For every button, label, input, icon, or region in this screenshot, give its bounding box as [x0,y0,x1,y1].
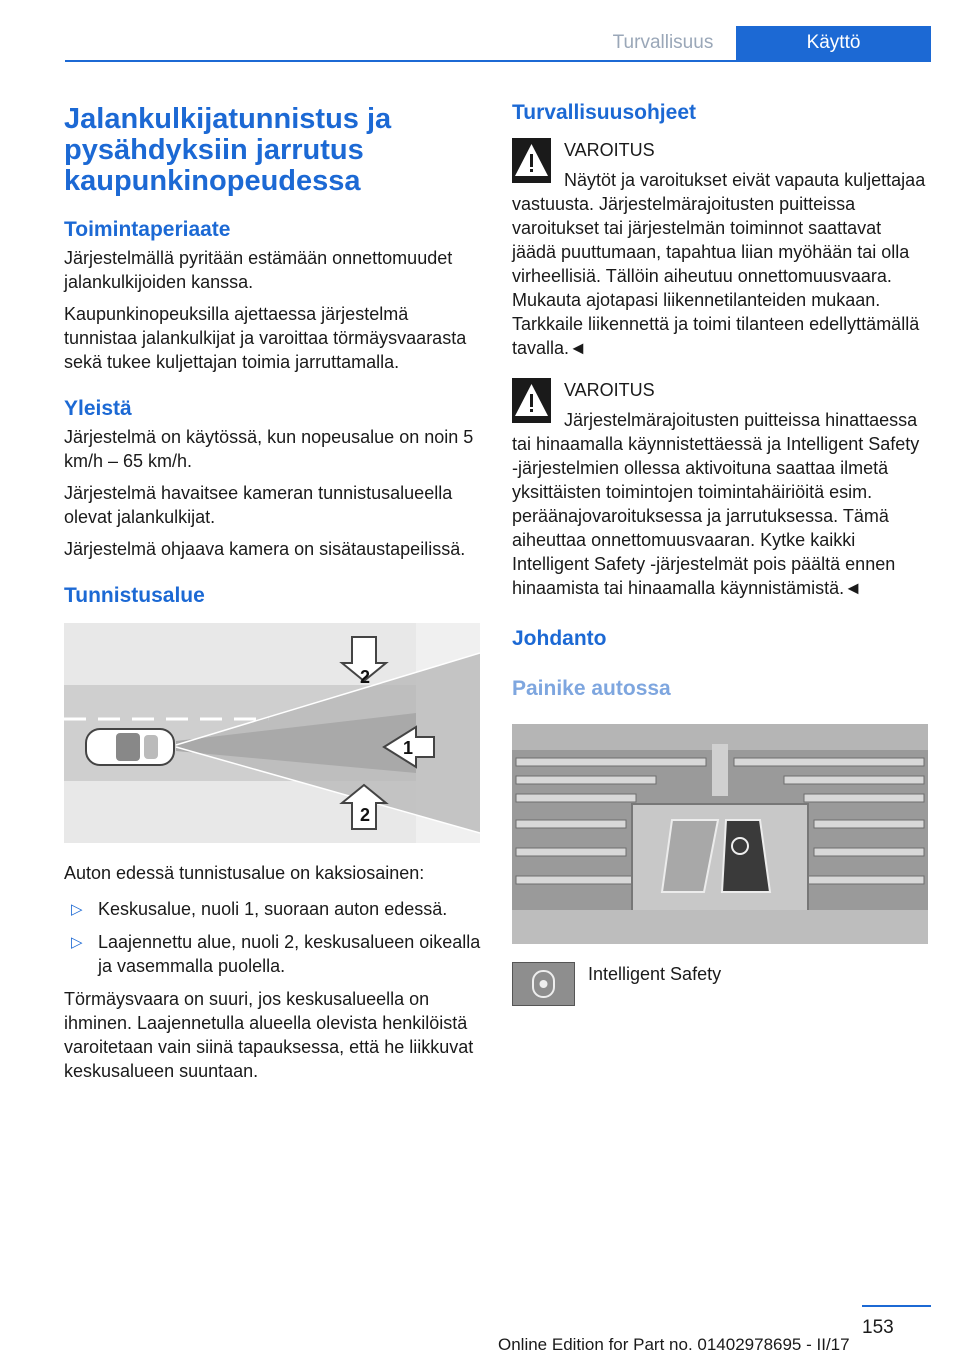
detection-area-list [64,897,482,978]
list-item-text: Laajennettu alue, nuoli 2, keskusalueen oikealla ja vasemmalla puolella. [98,932,481,976]
heading-johdanto: Johdanto [512,627,607,650]
arrow-2-bottom-label: 2 [360,805,371,825]
header-section-tab: Turvallisuus [612,32,714,53]
intelligent-safety-button-icon [512,962,575,1006]
triangle-bullet-icon: ▷ [71,901,83,918]
list-item [64,897,482,921]
warning-block [512,378,930,600]
detection-area-svg [64,623,480,843]
left-column [64,100,482,1091]
warning-icon [512,378,551,423]
dashboard-button-photo [512,724,928,944]
heading-turvallisuusohjeet: Turvallisuusohjeet [512,101,696,124]
dashboard-svg [512,724,928,944]
heading-tunnistusalue: Tunnistusalue [64,584,205,607]
arrow-1-label: 1 [403,738,414,758]
paragraph: Järjestelmä ohjaava kamera on sisätaustapeilissä. [64,539,466,559]
section-title: Jalankulkijatunnistus ja pysähdyksiin jarrutus kaupunkinopeudessa [64,103,392,197]
warning-block [512,138,930,360]
paragraph: Järjestelmä havaitsee kameran tunnistusalueella olevat jalankulkijat. [64,483,453,527]
intelligent-safety-label: Intelligent Safety [588,964,722,984]
warning-text: Näytöt ja varoitukset eivät vapauta kuljettajaa vastuusta. Järjestelmärajoitusten puitteissa varoitukset tai järjestelmän toiminnot saattavat jäädä puuttumaan, tapahtua liian myöhään tai olla virheellisiä. Tällöin aiheutuu onnettomuusvaara. Mukauta ajotapasi liikennetilanteiden mukaan. Tarkkaile liikennettä ja toimi tilanteen edellyttämällä tavalla.◄ [512,170,926,358]
heading-yleista: Yleistä [64,397,132,420]
heading-painike-autossa: Painike autossa [512,677,671,700]
intelligent-safety-row [512,962,930,1006]
heading-toimintaperiaate: Toimintaperiaate [64,218,231,241]
triangle-bullet-icon: ▷ [71,934,83,951]
warning-icon [512,138,551,183]
figure-caption: Auton edessä tunnistusalue on kaksiosainen: [64,863,425,883]
footer-rule [862,1305,931,1307]
arrow-2-top-label: 2 [360,667,371,687]
paragraph: Kaupunkinopeuksilla ajettaessa järjestelmä tunnistaa jalankulkijat ja varoittaa törmäysvaarasta sekä tukee kuljettajan toimia jarruttamalla. [64,304,467,372]
list-item-text: Keskusalue, nuoli 1, suoraan auton edessä. [98,899,448,919]
warning-text: Järjestelmärajoitusten puitteissa hinattaessa tai hinaamalla käynnistettäessä ja Intelligent Safety -järjestelmien ollessa aktivoituna saattaa ilmetä yksittäisten toimintojen toimintahäiriöitä esim. peräänajovaroituksessa ja jarrutuksessa. Tämä aiheuttaa onnettomuusvaaran. Kytke kaikki Intelligent Safety -järjestelmät pois päältä ennen hinaamista tai hinaamalla käynnistämistä.◄ [512,410,920,598]
page-number: 153 [862,1317,894,1338]
paragraph: Järjestelmä on käytössä, kun nopeusalue on noin 5 km/h – 65 km/h. [64,427,474,471]
paragraph: Järjestelmällä pyritään estämään onnettomuudet jalankulkijoiden kanssa. [64,248,453,292]
list-item [64,930,482,978]
paragraph: Törmäysvaara on suuri, jos keskusalueella on ihminen. Laajennetulla alueella olevista henkilöistä varoitetaan vain siinä tapauksessa, että he liikkuvat keskusalueen suuntaan. [64,989,474,1081]
header-chapter-tab: Käyttö [736,26,931,60]
right-column [512,100,930,1006]
warning-title: VAROITUS [564,380,655,400]
header-rule [65,60,931,62]
car-icon [86,729,174,765]
edition-note: Online Edition for Part no. 01402978695 - II/17 [498,1335,850,1354]
warning-title: VAROITUS [564,140,655,160]
detection-area-diagram [64,623,480,843]
